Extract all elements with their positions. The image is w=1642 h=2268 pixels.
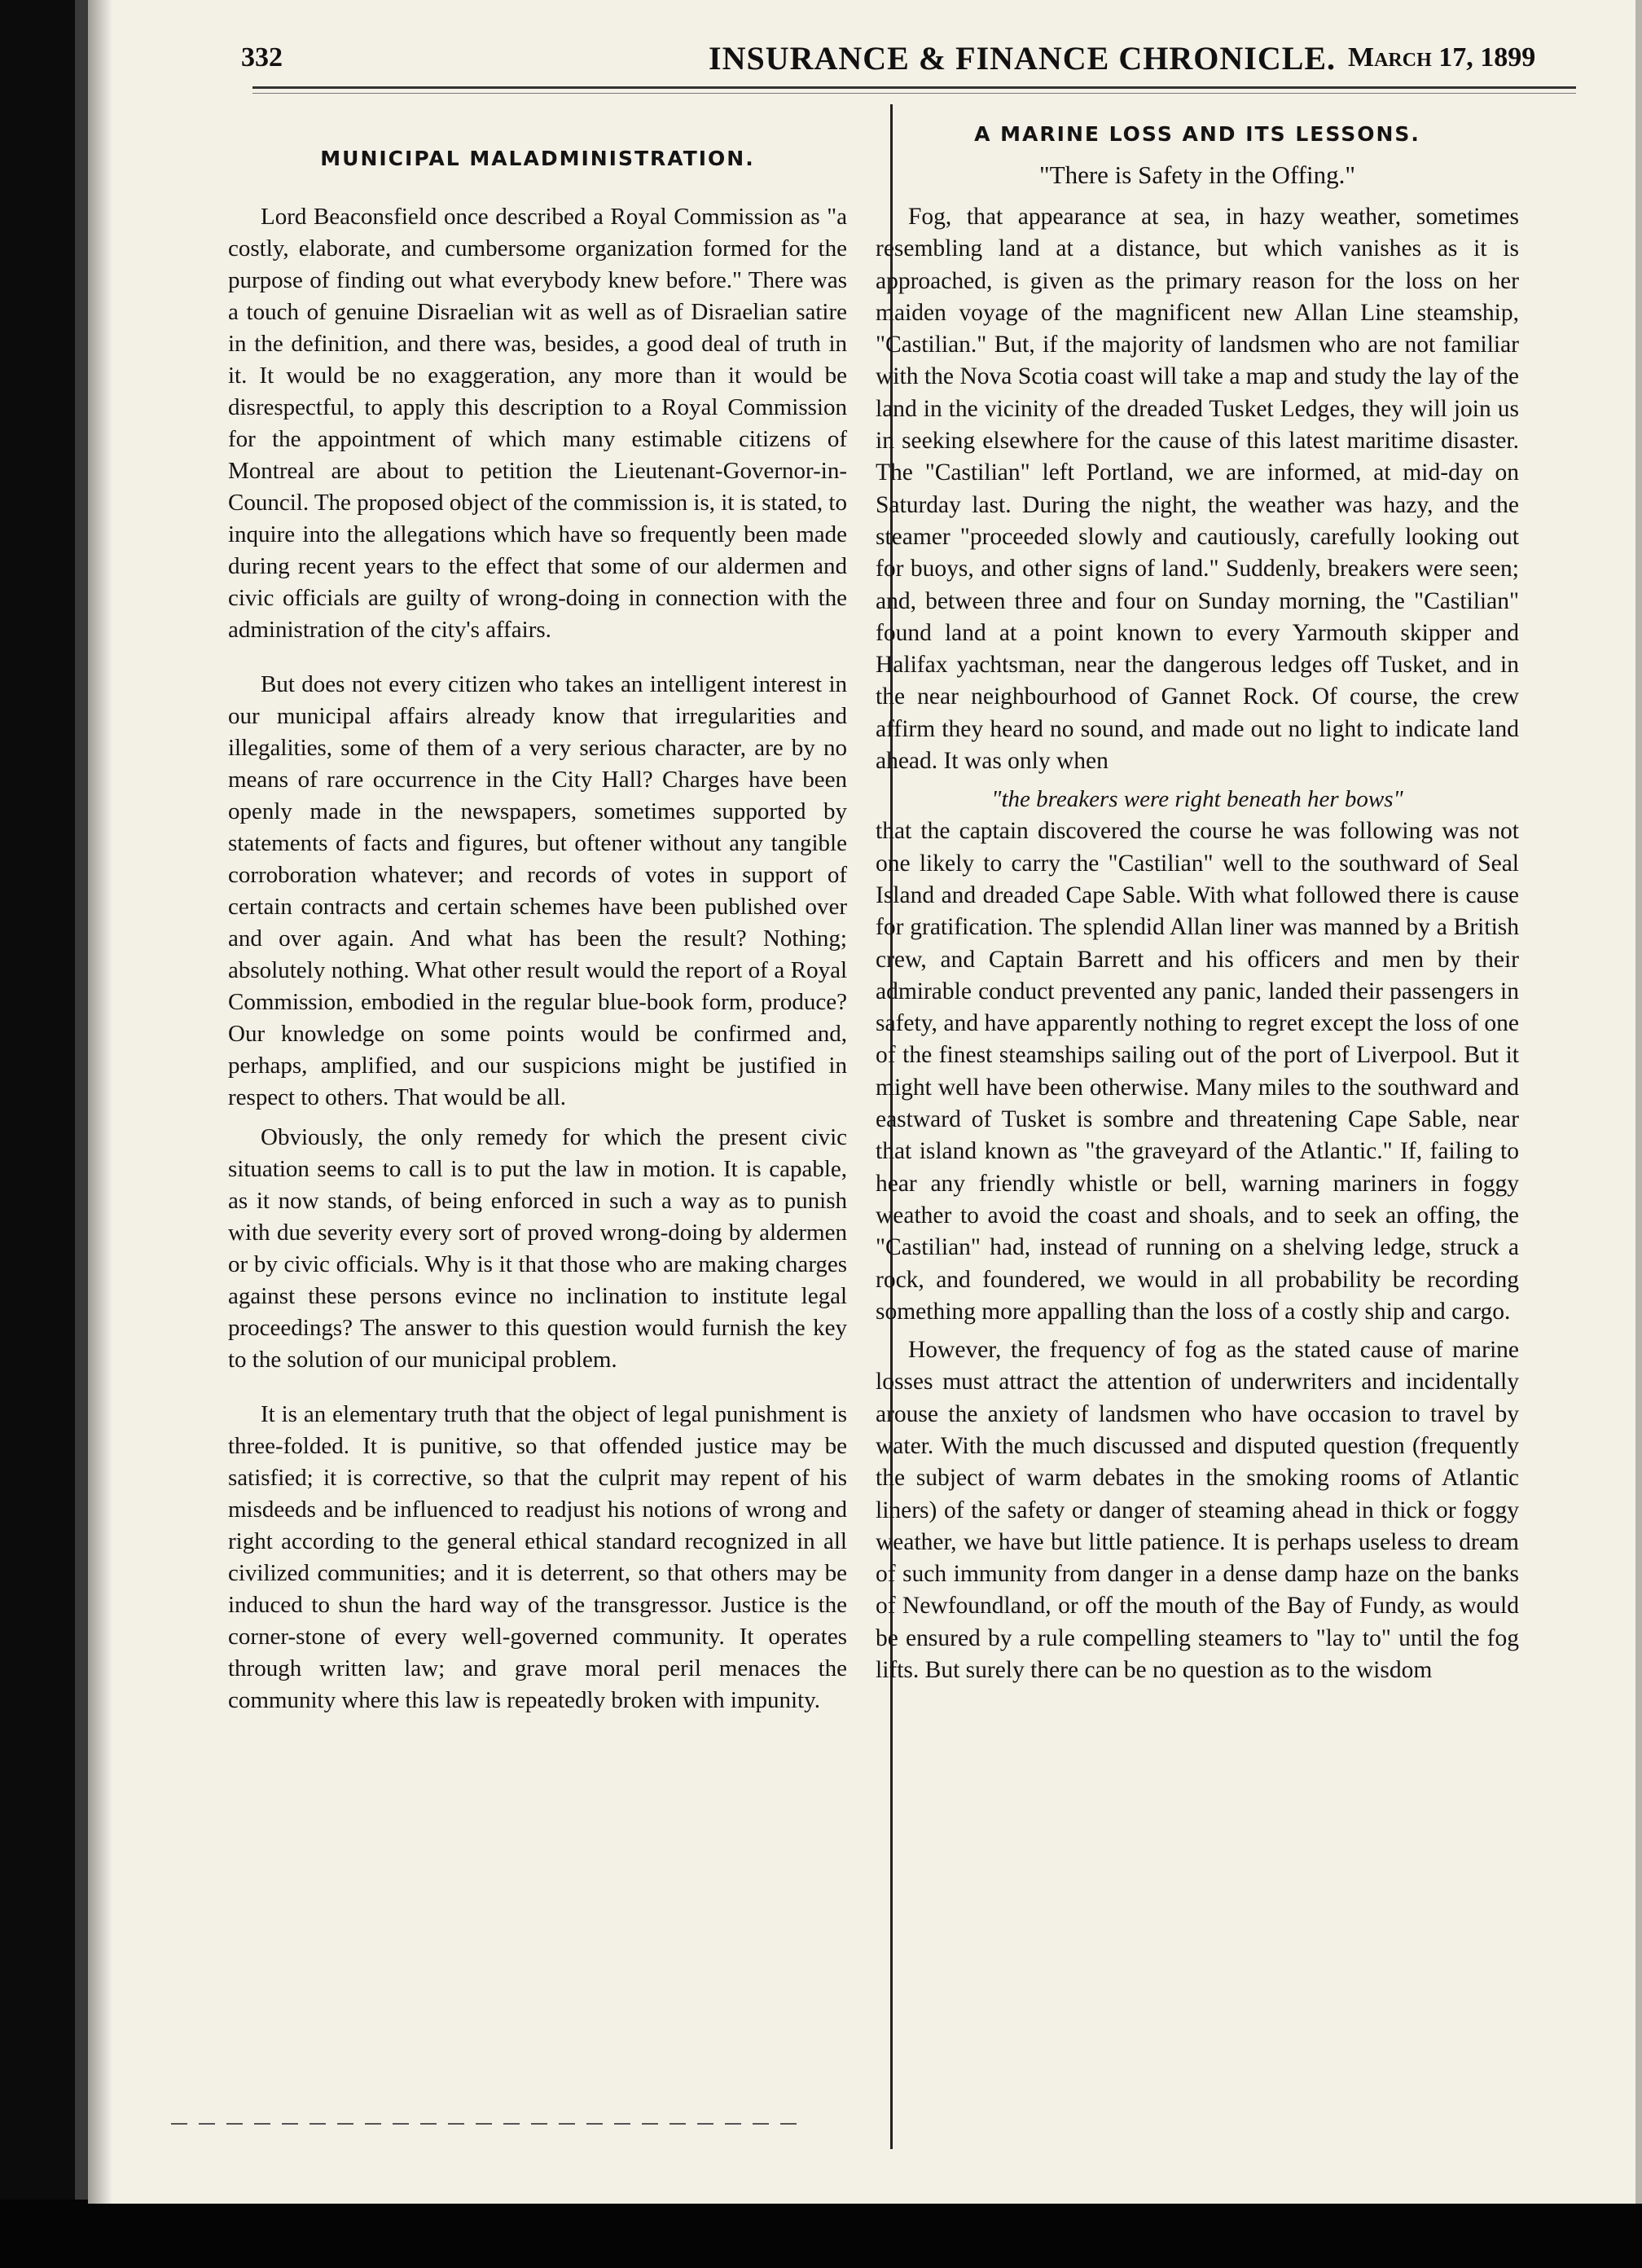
article-municipal-maladministration xyxy=(228,147,847,1739)
article-marine-loss xyxy=(876,122,1519,1693)
article-headline: A MARINE LOSS AND ITS LESSONS. xyxy=(974,122,1420,146)
scanner-frame-left xyxy=(0,0,90,2268)
gutter-shadow xyxy=(88,0,112,2204)
header-rule-thin xyxy=(252,93,1576,94)
page-number: 332 xyxy=(241,42,283,73)
article-paragraph: Fog, that appearance at sea, in hazy weather, sometimes resembling land at a distance, but which vanishes as it is approached, is given as the primary reason for the loss on her maiden voyage of the magnificent new Allan Line steamship, "Castilian." But, if the majority of landsmen who are not familiar with the Nova Scotia coast will take a map and study the lay of the land in the vicinity of the dreaded Tusket Ledges, they will join us in seeking elsewhere for the cause of this latest maritime disaster. The "Castilian" left Portland, we are informed, at mid-day on Saturday last. During the night, the weather was hazy, and the steamer "proceeded slowly and cautiously, carefully looking out for buoys, and other signs of land." Suddenly, breakers were seen; and, between three and four on Sunday morning, the "Castilian" found land at a point known to every Yarmouth skipper and Halifax yachtsman, near the dangerous ledges off Tusket, and in the near neighbourhood of Gannet Rock. Of course, the crew affirm they heard no sound, and made out no light to indicate land ahead. It was only when xyxy=(876,204,1519,775)
article-paragraph: that the captain discovered the course he was following was not one likely to carry the "Castilian" well to the southward of Seal Island and dreaded Cape Sable. With what followed there is cause for gratification. The splendid Allan liner was manned by a British crew, and Captain Barrett and his officers and men by their admirable conduct prevented any panic, landed their passengers in safety, and have apparently nothing to regret except the loss of one of the finest steamships sailing out of the port of Liverpool. But it might well have been otherwise. Many miles to the southward and eastward of Tusket is sombre and threatening Cape Sable, near that island known as "the graveyard of the Atlantic." If, failing to hear any friendly whistle or bell, warning mariners in foggy weather to avoid the coast and shoals, and to seek an offing, the "Castilian" had, instead of running on a shelving ledge, struck a rock, and foundered, we would in all probability be recording something more appalling than the loss of a costly ship and cargo. xyxy=(876,818,1519,1325)
book-spine-edge xyxy=(75,0,88,2268)
scanner-frame-bottom xyxy=(0,2200,1642,2268)
article-subtitle: "There is Safety in the Offing." xyxy=(1038,160,1356,189)
article-paragraph: But does not every citizen who takes an intelligent interest in our municipal affairs already know that irregularities and illegalities, some of them of a very serious character, are by no means of rare occurrence in the City Hall? Charges have been openly made in the newspapers, sometimes supported by statements of facts and figures, but oftener without any tangible corroboration whatever; and records of votes in support of certain contracts and certain schemes have been published over and over again. And what has been the result? Nothing; absolutely nothing. What other result would the report of a Royal Commission, embodied in the regular blue-book form, produce? Our knowledge on some points would be confirmed and, perhaps, amplified, and our suspicions might be justified in respect to others. That would be all. xyxy=(228,671,847,1110)
article-paragraph: Lord Beaconsfield once described a Royal Commission as "a costly, elaborate, and cumbersome organization formed for the purpose of finding out what everybody knew before." There was a touch of genuine Disraelian wit as well as of Disraelian satire in the definition, and there was, besides, a good deal of truth in it. It would be no exaggeration, any more than it would be disrespectful, to apply this description to a Royal Commission for the appointment of which many estimable citizens of Montreal are about to petition the Lieutenant-Governor-in-Council. The proposed object of the commission is, it is stated, to inquire into the allegations which have so frequently been made during recent years to the effect that some of our aldermen and civic officials are guilty of wrong-doing in connection with the administration of the city's affairs. xyxy=(228,204,847,643)
article-paragraph: However, the frequency of fog as the stated cause of marine losses must attract the attention of underwriters and incidentally arouse the anxiety of landsmen who have occasion to travel by water. With the much discussed and disputed question (frequently the subject of warm debates in the smoking rooms of Atlantic liners) of the safety or danger of steaming ahead in thick or foggy weather, we have but little patience. It is perhaps useless to dream of such immunity from danger in a dense damp haze on the banks of Newfoundland, or off the mouth of the Bay of Fundy, as would be ensured by a rule compelling steamers to "lay to" until the fog lifts. But surely there can be no question as to the wisdom xyxy=(876,1337,1519,1684)
article-quote: "the breakers were right beneath her bows" xyxy=(991,786,1403,813)
article-paragraph: Obviously, the only remedy for which the present civic situation seems to call is to put the law in motion. It is capable, as it now stands, of being enforced in such a way as to punish with due severity every sort of proved wrong-doing by aldermen or by civic officials. Why is it that those who are making charges against these persons evince no inclination to institute legal proceedings? The answer to this question would furnish the key to the solution of our municipal problem. xyxy=(228,1124,847,1373)
publication-title: INSURANCE & FINANCE CHRONICLE. xyxy=(709,40,1337,77)
page-header xyxy=(163,39,1564,91)
header-rule xyxy=(252,86,1576,89)
page-edge-right xyxy=(1635,0,1642,2204)
article-headline: MUNICIPAL MALADMINISTRATION. xyxy=(320,147,755,170)
article-paragraph: It is an elementary truth that the object of legal punishment is three-folded. It is punitive, so that offended justice may be satisfied; it is corrective, so that the culprit may repent of his misdeeds and be influenced to readjust his notions of wrong and right according to the general ethical standard recognized in all civilized communities; and it is deterrent, so that others may be induced to shun the hard way of the transgressor. Justice is the corner-stone of every well-governed community. It operates through written law; and grave moral peril menaces the community where this law is repeatedly broken with impunity. xyxy=(228,1401,847,1713)
issue-date: March 17, 1899 xyxy=(1348,42,1536,73)
column-end-rule xyxy=(171,2123,806,2125)
